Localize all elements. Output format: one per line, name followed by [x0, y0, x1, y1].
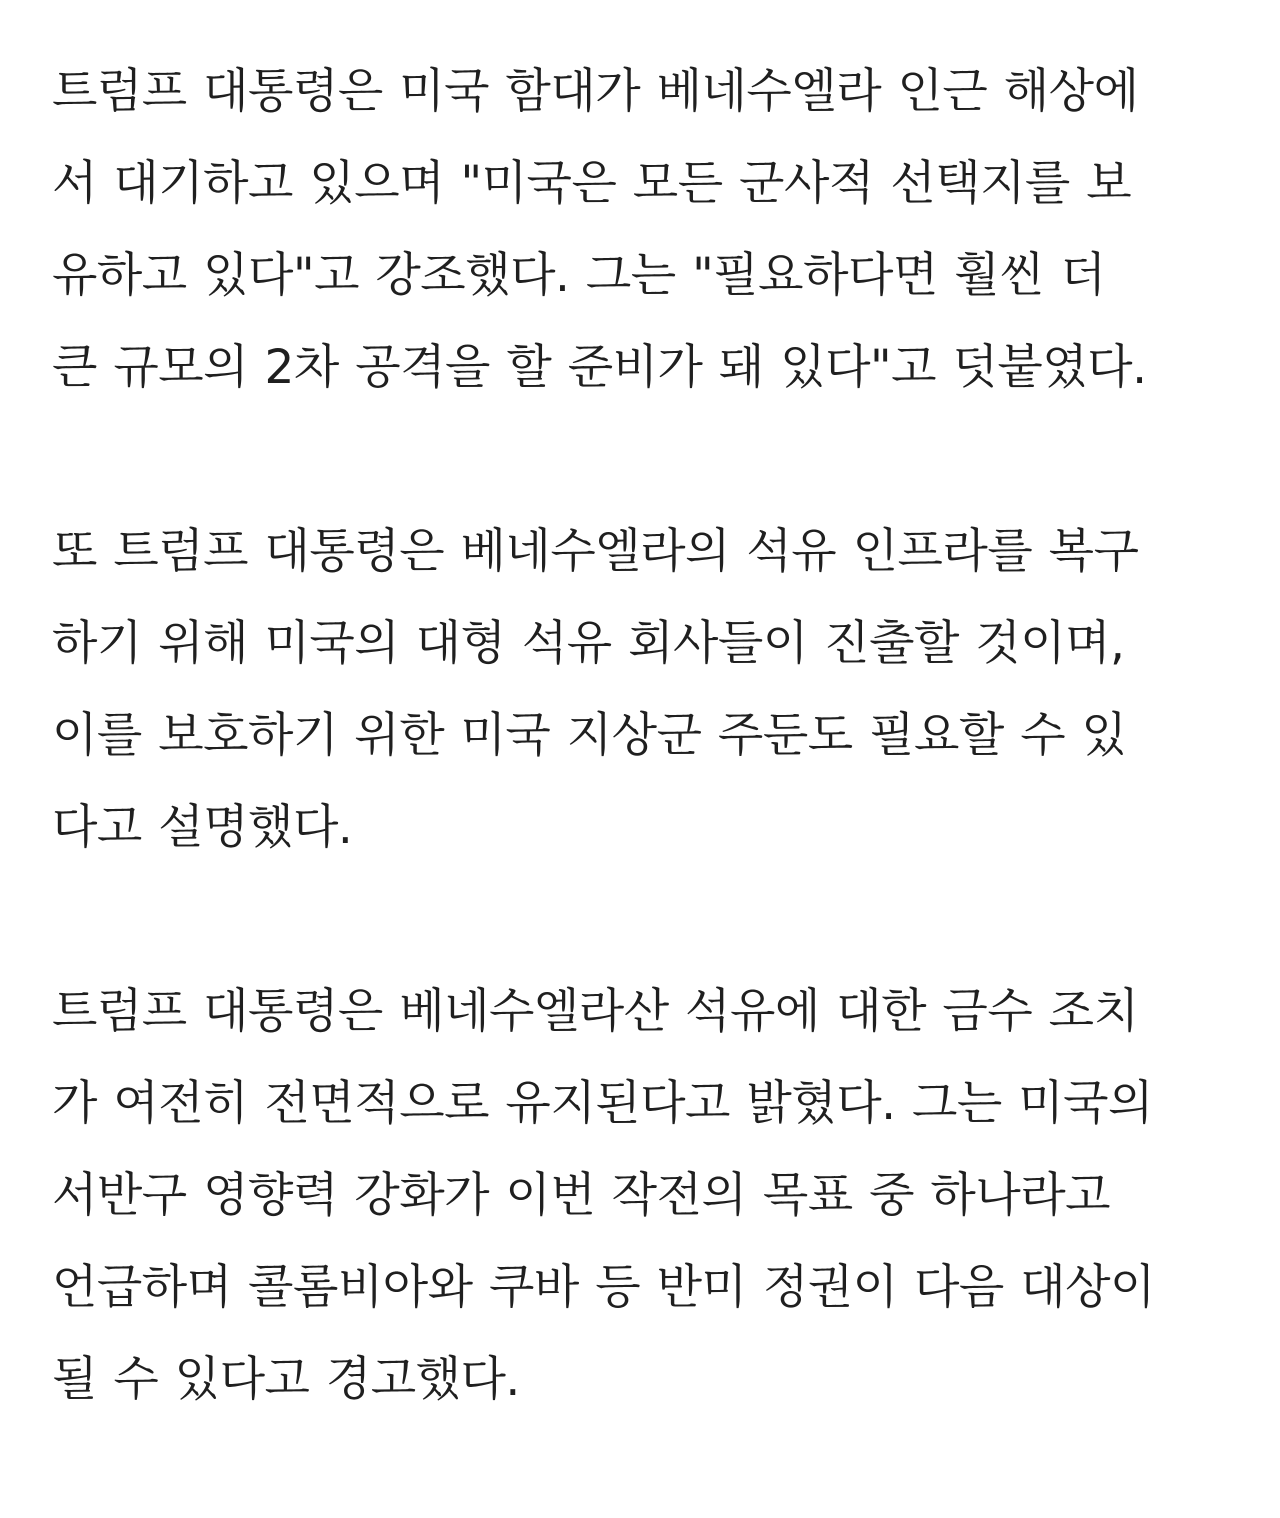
paragraph-2	[52, 506, 1232, 874]
text-line: 큰 규모의 2차 공격을 할 준비가 돼 있다"고 덧붙였다.	[52, 340, 1147, 395]
article-body	[52, 46, 1232, 1518]
text-line: 유하고 있다"고 강조했다. 그는 "필요하다면 훨씬 더	[52, 248, 1106, 303]
text-line: 서 대기하고 있으며 "미국은 모든 군사적 선택지를 보	[52, 156, 1132, 211]
text-line: 트럼프 대통령은 미국 함대가 베네수엘라 인근 해상에	[52, 64, 1139, 119]
paragraph-3	[52, 966, 1232, 1426]
text-line: 트럼프 대통령은 베네수엘라산 석유에 대한 금수 조치	[52, 984, 1139, 1039]
text-line: 서반구 영향력 강화가 이번 작전의 목표 중 하나라고	[52, 1168, 1111, 1223]
text-line: 언급하며 콜롬비아와 쿠바 등 반미 정권이 다음 대상이	[52, 1260, 1155, 1315]
text-line: 하기 위해 미국의 대형 석유 회사들이 진출할 것이며,	[52, 616, 1125, 671]
text-line: 또 트럼프 대통령은 베네수엘라의 석유 인프라를 복구	[52, 524, 1139, 579]
text-line: 가 여전히 전면적으로 유지된다고 밝혔다. 그는 미국의	[52, 1076, 1153, 1131]
text-line: 될 수 있다고 경고했다.	[52, 1352, 520, 1407]
text-line: 이를 보호하기 위한 미국 지상군 주둔도 필요할 수 있	[52, 708, 1127, 763]
text-line: 다고 설명했다.	[52, 800, 353, 855]
paragraph-1	[52, 46, 1232, 414]
